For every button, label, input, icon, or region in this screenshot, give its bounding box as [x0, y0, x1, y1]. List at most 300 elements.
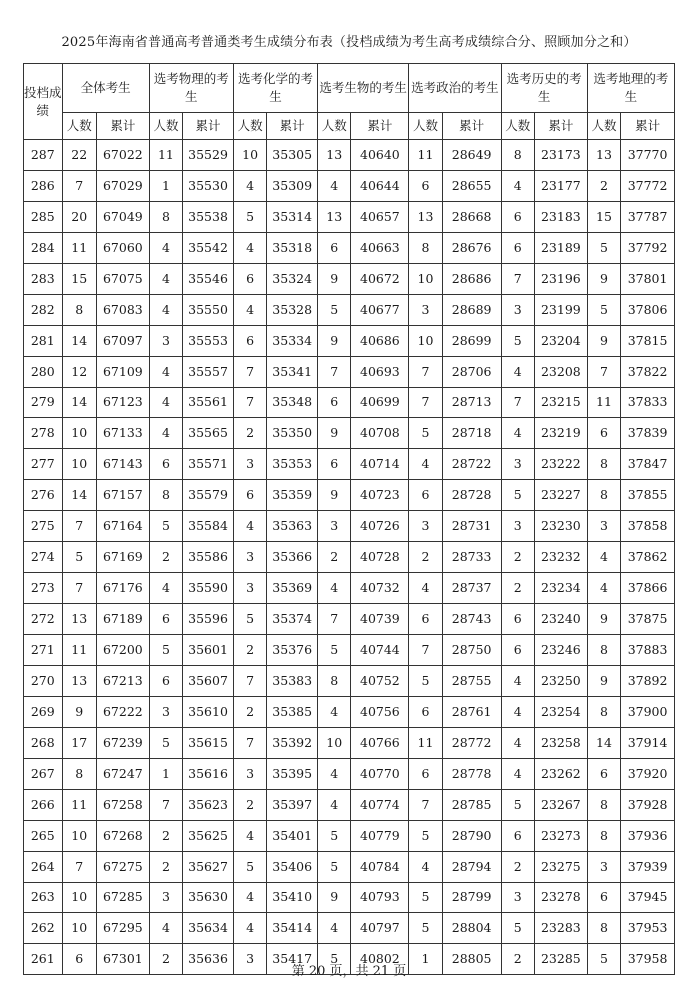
- physics-cumulative-cell: 35561: [183, 387, 234, 418]
- all-cumulative-cell: 67169: [96, 542, 149, 573]
- cumulative-header: 累计: [351, 113, 409, 140]
- geography-count-cell: 3: [587, 511, 620, 542]
- chemistry-count-cell: 3: [233, 542, 266, 573]
- physics-count-cell: 6: [149, 449, 182, 480]
- biology-cumulative-cell: 40779: [351, 820, 409, 851]
- cumulative-header: 累计: [535, 113, 588, 140]
- score-cell: 281: [24, 325, 63, 356]
- physics-count-cell: 2: [149, 851, 182, 882]
- politics-cumulative-cell: 28668: [442, 201, 501, 232]
- biology-count-cell: 8: [318, 665, 351, 696]
- history-count-cell: 2: [501, 573, 534, 604]
- history-cumulative-cell: 23196: [535, 263, 588, 294]
- biology-count-cell: 6: [318, 449, 351, 480]
- all-count-cell: 12: [62, 356, 96, 387]
- politics-count-cell: 2: [409, 542, 442, 573]
- cumulative-header: 累计: [267, 113, 318, 140]
- history-count-cell: 4: [501, 170, 534, 201]
- biology-cumulative-cell: 40726: [351, 511, 409, 542]
- score-cell: 284: [24, 232, 63, 263]
- score-cell: 282: [24, 294, 63, 325]
- chemistry-cumulative-cell: 35353: [267, 449, 318, 480]
- biology-cumulative-cell: 40802: [351, 944, 409, 975]
- chemistry-count-cell: 3: [233, 449, 266, 480]
- history-count-cell: 6: [501, 232, 534, 263]
- history-count-cell: 3: [501, 294, 534, 325]
- politics-count-cell: 7: [409, 387, 442, 418]
- physics-cumulative-cell: 35529: [183, 140, 234, 171]
- chemistry-cumulative-cell: 35363: [267, 511, 318, 542]
- history-count-cell: 5: [501, 789, 534, 820]
- physics-cumulative-cell: 35630: [183, 882, 234, 913]
- history-count-cell: 3: [501, 511, 534, 542]
- politics-count-cell: 7: [409, 635, 442, 666]
- cumulative-header: 累计: [442, 113, 501, 140]
- politics-cumulative-cell: 28728: [442, 480, 501, 511]
- chemistry-cumulative-cell: 35314: [267, 201, 318, 232]
- history-cumulative-cell: 23227: [535, 480, 588, 511]
- politics-cumulative-cell: 28689: [442, 294, 501, 325]
- biology-cumulative-cell: 40677: [351, 294, 409, 325]
- geography-cumulative-cell: 37875: [621, 604, 675, 635]
- history-cumulative-cell: 23267: [535, 789, 588, 820]
- physics-count-cell: 5: [149, 727, 182, 758]
- cumulative-header: 累计: [621, 113, 675, 140]
- history-cumulative-cell: 23283: [535, 913, 588, 944]
- all-count-cell: 13: [62, 604, 96, 635]
- politics-count-cell: 6: [409, 758, 442, 789]
- table-row: [24, 882, 675, 913]
- history-cumulative-cell: 23240: [535, 604, 588, 635]
- biology-cumulative-cell: 40640: [351, 140, 409, 171]
- biology-count-cell: 13: [318, 140, 351, 171]
- all-count-cell: 5: [62, 542, 96, 573]
- score-cell: 265: [24, 820, 63, 851]
- physics-cumulative-cell: 35636: [183, 944, 234, 975]
- politics-count-cell: 4: [409, 851, 442, 882]
- biology-cumulative-cell: 40797: [351, 913, 409, 944]
- table-row: [24, 851, 675, 882]
- all-cumulative-cell: 67022: [96, 140, 149, 171]
- history-cumulative-cell: 23275: [535, 851, 588, 882]
- score-cell: 283: [24, 263, 63, 294]
- chemistry-count-cell: 5: [233, 851, 266, 882]
- history-count-cell: 6: [501, 201, 534, 232]
- history-count-cell: 6: [501, 604, 534, 635]
- score-cell: 267: [24, 758, 63, 789]
- chemistry-cumulative-cell: 35359: [267, 480, 318, 511]
- chemistry-cumulative-cell: 35309: [267, 170, 318, 201]
- biology-count-cell: 4: [318, 573, 351, 604]
- politics-cumulative-cell: 28731: [442, 511, 501, 542]
- score-cell: 280: [24, 356, 63, 387]
- chemistry-count-cell: 4: [233, 820, 266, 851]
- table-row: [24, 573, 675, 604]
- geography-cumulative-cell: 37770: [621, 140, 675, 171]
- biology-count-cell: 4: [318, 789, 351, 820]
- all-cumulative-cell: 67239: [96, 727, 149, 758]
- table-row: [24, 325, 675, 356]
- geography-cumulative-cell: 37858: [621, 511, 675, 542]
- geography-count-cell: 8: [587, 696, 620, 727]
- all-cumulative-cell: 67083: [96, 294, 149, 325]
- physics-count-cell: 4: [149, 573, 182, 604]
- physics-count-cell: 6: [149, 665, 182, 696]
- table-body: [24, 140, 675, 975]
- biology-count-cell: 9: [318, 480, 351, 511]
- geography-cumulative-cell: 37953: [621, 913, 675, 944]
- physics-count-cell: 8: [149, 201, 182, 232]
- table-row: [24, 820, 675, 851]
- physics-count-cell: 1: [149, 170, 182, 201]
- table-row: [24, 140, 675, 171]
- score-cell: 272: [24, 604, 63, 635]
- physics-cumulative-cell: 35586: [183, 542, 234, 573]
- politics-cumulative-cell: 28772: [442, 727, 501, 758]
- physics-cumulative-cell: 35565: [183, 418, 234, 449]
- chemistry-count-cell: 4: [233, 232, 266, 263]
- history-count-cell: 4: [501, 665, 534, 696]
- cumulative-header: 累计: [183, 113, 234, 140]
- biology-cumulative-cell: 40793: [351, 882, 409, 913]
- biology-cumulative-cell: 40708: [351, 418, 409, 449]
- geography-cumulative-cell: 37822: [621, 356, 675, 387]
- physics-count-cell: 11: [149, 140, 182, 171]
- count-header: 人数: [62, 113, 96, 140]
- all-cumulative-cell: 67123: [96, 387, 149, 418]
- biology-count-cell: 4: [318, 913, 351, 944]
- physics-count-cell: 2: [149, 944, 182, 975]
- geography-cumulative-cell: 37839: [621, 418, 675, 449]
- geography-cumulative-cell: 37833: [621, 387, 675, 418]
- chemistry-cumulative-cell: 35406: [267, 851, 318, 882]
- history-cumulative-cell: 23177: [535, 170, 588, 201]
- biology-cumulative-cell: 40657: [351, 201, 409, 232]
- all-cumulative-cell: 67285: [96, 882, 149, 913]
- history-cumulative-cell: 23258: [535, 727, 588, 758]
- score-cell: 286: [24, 170, 63, 201]
- chemistry-count-cell: 7: [233, 387, 266, 418]
- politics-count-cell: 4: [409, 449, 442, 480]
- chemistry-count-cell: 5: [233, 604, 266, 635]
- politics-cumulative-cell: 28755: [442, 665, 501, 696]
- history-cumulative-cell: 23230: [535, 511, 588, 542]
- politics-cumulative-cell: 28699: [442, 325, 501, 356]
- geography-cumulative-cell: 37928: [621, 789, 675, 820]
- table-row: [24, 170, 675, 201]
- geography-count-cell: 14: [587, 727, 620, 758]
- history-cumulative-cell: 23204: [535, 325, 588, 356]
- politics-count-cell: 6: [409, 604, 442, 635]
- politics-count-cell: 3: [409, 511, 442, 542]
- all-cumulative-cell: 67295: [96, 913, 149, 944]
- all-cumulative-cell: 67133: [96, 418, 149, 449]
- politics-count-cell: 5: [409, 882, 442, 913]
- all-cumulative-cell: 67222: [96, 696, 149, 727]
- score-cell: 285: [24, 201, 63, 232]
- score-cell: 277: [24, 449, 63, 480]
- geography-cumulative-cell: 37862: [621, 542, 675, 573]
- history-count-cell: 6: [501, 635, 534, 666]
- physics-count-cell: 1: [149, 758, 182, 789]
- history-cumulative-cell: 23222: [535, 449, 588, 480]
- politics-count-cell: 5: [409, 913, 442, 944]
- all-count-cell: 8: [62, 758, 96, 789]
- chemistry-cumulative-cell: 35334: [267, 325, 318, 356]
- geography-count-cell: 5: [587, 944, 620, 975]
- chemistry-count-cell: 2: [233, 696, 266, 727]
- physics-cumulative-cell: 35546: [183, 263, 234, 294]
- geography-cumulative-cell: 37914: [621, 727, 675, 758]
- score-cell: 268: [24, 727, 63, 758]
- chemistry-count-cell: 2: [233, 635, 266, 666]
- chemistry-count-cell: 6: [233, 325, 266, 356]
- physics-count-cell: 4: [149, 232, 182, 263]
- header-row-groups: [24, 64, 675, 113]
- score-cell: 262: [24, 913, 63, 944]
- all-count-cell: 11: [62, 789, 96, 820]
- biology-count-cell: 5: [318, 635, 351, 666]
- physics-cumulative-cell: 35557: [183, 356, 234, 387]
- geography-count-cell: 8: [587, 789, 620, 820]
- all-cumulative-cell: 67097: [96, 325, 149, 356]
- biology-count-cell: 5: [318, 851, 351, 882]
- all-cumulative-cell: 67049: [96, 201, 149, 232]
- physics-cumulative-cell: 35542: [183, 232, 234, 263]
- all-count-cell: 10: [62, 913, 96, 944]
- physics-cumulative-cell: 35584: [183, 511, 234, 542]
- count-header: 人数: [233, 113, 266, 140]
- politics-count-cell: 5: [409, 665, 442, 696]
- physics-count-cell: 5: [149, 635, 182, 666]
- politics-count-cell: 1: [409, 944, 442, 975]
- biology-count-cell: 2: [318, 542, 351, 573]
- geography-cumulative-cell: 37866: [621, 573, 675, 604]
- all-count-cell: 11: [62, 232, 96, 263]
- all-count-cell: 10: [62, 820, 96, 851]
- geography-cumulative-cell: 37945: [621, 882, 675, 913]
- biology-count-cell: 7: [318, 604, 351, 635]
- biology-count-cell: 4: [318, 758, 351, 789]
- group-header-chemistry: 选考化学的考生: [233, 64, 317, 113]
- history-count-cell: 5: [501, 480, 534, 511]
- politics-count-cell: 6: [409, 170, 442, 201]
- all-count-cell: 7: [62, 851, 96, 882]
- chemistry-cumulative-cell: 35385: [267, 696, 318, 727]
- history-cumulative-cell: 23199: [535, 294, 588, 325]
- all-cumulative-cell: 67164: [96, 511, 149, 542]
- all-count-cell: 7: [62, 170, 96, 201]
- politics-cumulative-cell: 28805: [442, 944, 501, 975]
- geography-count-cell: 8: [587, 480, 620, 511]
- politics-cumulative-cell: 28706: [442, 356, 501, 387]
- history-cumulative-cell: 23215: [535, 387, 588, 418]
- geography-cumulative-cell: 37892: [621, 665, 675, 696]
- chemistry-count-cell: 5: [233, 201, 266, 232]
- history-cumulative-cell: 23285: [535, 944, 588, 975]
- all-cumulative-cell: 67275: [96, 851, 149, 882]
- table-row: [24, 201, 675, 232]
- politics-count-cell: 6: [409, 696, 442, 727]
- all-cumulative-cell: 67200: [96, 635, 149, 666]
- count-header: 人数: [149, 113, 182, 140]
- all-count-cell: 14: [62, 387, 96, 418]
- biology-count-cell: 5: [318, 944, 351, 975]
- politics-count-cell: 3: [409, 294, 442, 325]
- biology-cumulative-cell: 40699: [351, 387, 409, 418]
- chemistry-cumulative-cell: 35383: [267, 665, 318, 696]
- all-count-cell: 8: [62, 294, 96, 325]
- physics-cumulative-cell: 35615: [183, 727, 234, 758]
- politics-cumulative-cell: 28718: [442, 418, 501, 449]
- chemistry-cumulative-cell: 35395: [267, 758, 318, 789]
- all-count-cell: 10: [62, 449, 96, 480]
- chemistry-cumulative-cell: 35318: [267, 232, 318, 263]
- group-header-biology: 选考生物的考生: [318, 64, 409, 113]
- all-cumulative-cell: 67247: [96, 758, 149, 789]
- geography-count-cell: 6: [587, 758, 620, 789]
- biology-cumulative-cell: 40693: [351, 356, 409, 387]
- chemistry-count-cell: 4: [233, 170, 266, 201]
- chemistry-count-cell: 7: [233, 356, 266, 387]
- all-cumulative-cell: 67176: [96, 573, 149, 604]
- count-header: 人数: [587, 113, 620, 140]
- history-cumulative-cell: 23208: [535, 356, 588, 387]
- biology-cumulative-cell: 40686: [351, 325, 409, 356]
- geography-count-cell: 8: [587, 635, 620, 666]
- politics-cumulative-cell: 28785: [442, 789, 501, 820]
- table-header: [24, 64, 675, 140]
- chemistry-count-cell: 4: [233, 294, 266, 325]
- physics-count-cell: 4: [149, 387, 182, 418]
- history-cumulative-cell: 23278: [535, 882, 588, 913]
- all-count-cell: 13: [62, 665, 96, 696]
- politics-cumulative-cell: 28733: [442, 542, 501, 573]
- table-row: [24, 449, 675, 480]
- chemistry-count-cell: 2: [233, 789, 266, 820]
- biology-cumulative-cell: 40672: [351, 263, 409, 294]
- chemistry-count-cell: 7: [233, 727, 266, 758]
- politics-count-cell: 5: [409, 820, 442, 851]
- history-cumulative-cell: 23232: [535, 542, 588, 573]
- physics-cumulative-cell: 35538: [183, 201, 234, 232]
- biology-count-cell: 9: [318, 263, 351, 294]
- politics-count-cell: 10: [409, 263, 442, 294]
- score-cell: 269: [24, 696, 63, 727]
- politics-count-cell: 11: [409, 140, 442, 171]
- biology-cumulative-cell: 40663: [351, 232, 409, 263]
- physics-count-cell: 4: [149, 263, 182, 294]
- biology-count-cell: 10: [318, 727, 351, 758]
- group-header-politics: 选考政治的考生: [409, 64, 501, 113]
- history-count-cell: 4: [501, 356, 534, 387]
- group-header-history: 选考历史的考生: [501, 64, 587, 113]
- all-cumulative-cell: 67060: [96, 232, 149, 263]
- score-cell: 278: [24, 418, 63, 449]
- geography-count-cell: 7: [587, 356, 620, 387]
- physics-cumulative-cell: 35596: [183, 604, 234, 635]
- all-cumulative-cell: 67143: [96, 449, 149, 480]
- physics-cumulative-cell: 35616: [183, 758, 234, 789]
- biology-cumulative-cell: 40644: [351, 170, 409, 201]
- all-count-cell: 9: [62, 696, 96, 727]
- chemistry-count-cell: 3: [233, 944, 266, 975]
- chemistry-count-cell: 3: [233, 758, 266, 789]
- history-count-cell: 4: [501, 758, 534, 789]
- table-row: [24, 356, 675, 387]
- chemistry-cumulative-cell: 35305: [267, 140, 318, 171]
- history-cumulative-cell: 23254: [535, 696, 588, 727]
- score-cell: 274: [24, 542, 63, 573]
- history-count-cell: 5: [501, 913, 534, 944]
- physics-count-cell: 3: [149, 325, 182, 356]
- score-cell: 264: [24, 851, 63, 882]
- table-row: [24, 542, 675, 573]
- history-cumulative-cell: 23183: [535, 201, 588, 232]
- geography-cumulative-cell: 37958: [621, 944, 675, 975]
- physics-count-cell: 4: [149, 418, 182, 449]
- geography-count-cell: 3: [587, 851, 620, 882]
- chemistry-count-cell: 4: [233, 913, 266, 944]
- physics-count-cell: 4: [149, 294, 182, 325]
- chemistry-cumulative-cell: 35348: [267, 387, 318, 418]
- physics-cumulative-cell: 35550: [183, 294, 234, 325]
- history-count-cell: 6: [501, 820, 534, 851]
- table-row: [24, 635, 675, 666]
- chemistry-cumulative-cell: 35350: [267, 418, 318, 449]
- table-row: [24, 913, 675, 944]
- politics-count-cell: 11: [409, 727, 442, 758]
- history-cumulative-cell: 23173: [535, 140, 588, 171]
- geography-count-cell: 5: [587, 294, 620, 325]
- chemistry-count-cell: 2: [233, 418, 266, 449]
- history-count-cell: 4: [501, 696, 534, 727]
- history-cumulative-cell: 23219: [535, 418, 588, 449]
- politics-cumulative-cell: 28722: [442, 449, 501, 480]
- physics-count-cell: 4: [149, 913, 182, 944]
- table-row: [24, 665, 675, 696]
- table-row: [24, 604, 675, 635]
- score-cell: 273: [24, 573, 63, 604]
- chemistry-count-cell: 3: [233, 573, 266, 604]
- geography-cumulative-cell: 37847: [621, 449, 675, 480]
- geography-cumulative-cell: 37883: [621, 635, 675, 666]
- physics-count-cell: 4: [149, 356, 182, 387]
- chemistry-count-cell: 4: [233, 511, 266, 542]
- politics-count-cell: 10: [409, 325, 442, 356]
- all-cumulative-cell: 67301: [96, 944, 149, 975]
- score-cell: 275: [24, 511, 63, 542]
- physics-cumulative-cell: 35625: [183, 820, 234, 851]
- score-cell: 271: [24, 635, 63, 666]
- cumulative-header: 累计: [96, 113, 149, 140]
- history-cumulative-cell: 23273: [535, 820, 588, 851]
- biology-cumulative-cell: 40723: [351, 480, 409, 511]
- score-column-header: 投档成绩: [24, 64, 63, 140]
- politics-cumulative-cell: 28799: [442, 882, 501, 913]
- history-count-cell: 2: [501, 542, 534, 573]
- all-count-cell: 22: [62, 140, 96, 171]
- table-row: [24, 418, 675, 449]
- physics-cumulative-cell: 35623: [183, 789, 234, 820]
- history-count-cell: 8: [501, 140, 534, 171]
- table-row: [24, 696, 675, 727]
- geography-count-cell: 9: [587, 665, 620, 696]
- score-cell: 261: [24, 944, 63, 975]
- geography-count-cell: 8: [587, 820, 620, 851]
- physics-count-cell: 2: [149, 542, 182, 573]
- biology-cumulative-cell: 40756: [351, 696, 409, 727]
